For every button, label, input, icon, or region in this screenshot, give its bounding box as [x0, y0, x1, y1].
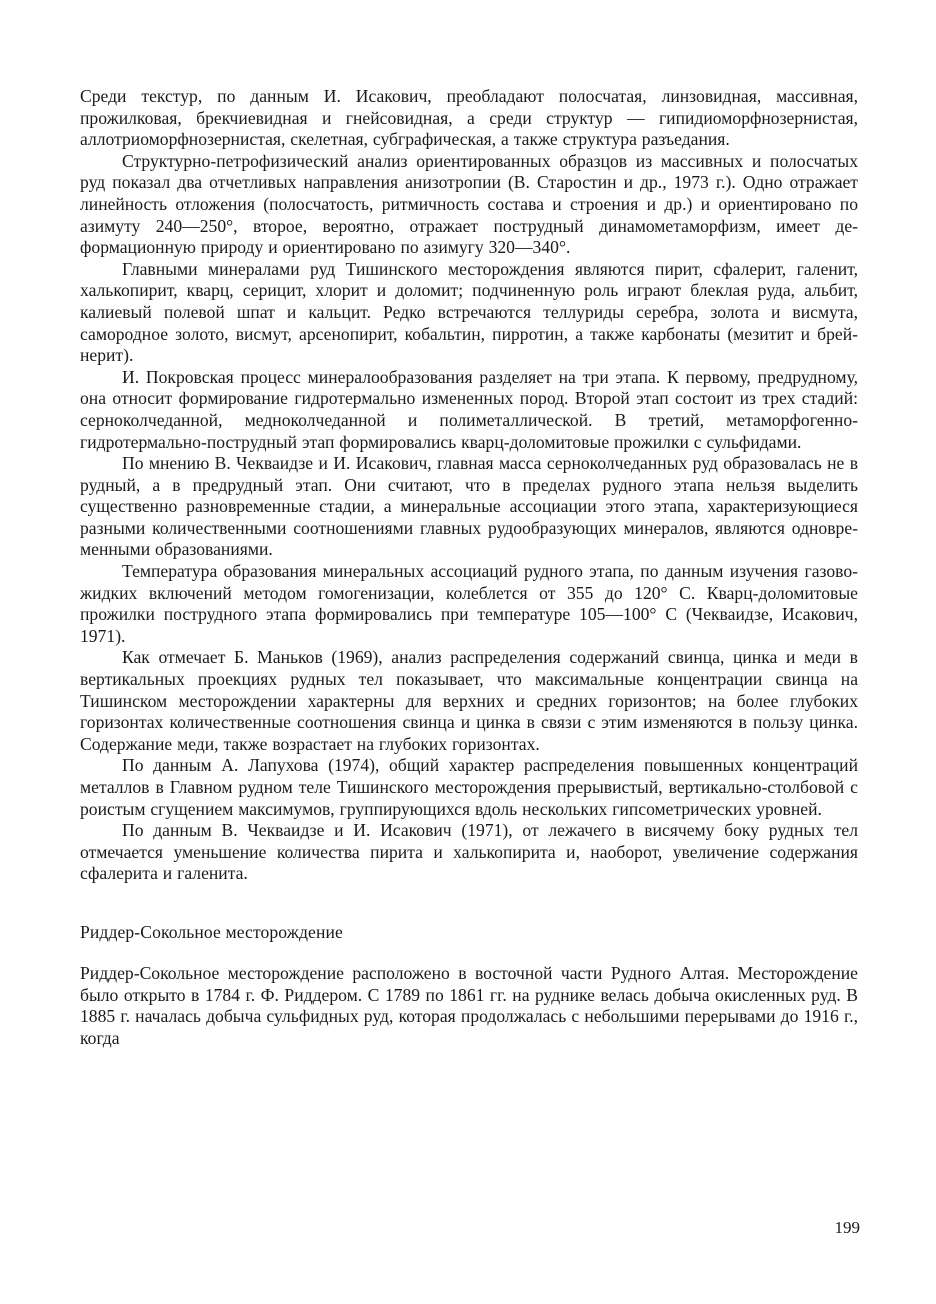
paragraph-metal-distribution: Как отмечает Б. Маньков (1969), анализ распределения содержаний свинца, цинка и меди в вертикальных проекциях рудных тел показывает, что максимальные концентрации свинца на Тишинском месторождении характерны для верхних и средних горизонтов; на более глубоких горизонтах количественные соотношения свинца и цинка в связи с этим изменяются в пользу цинка. Содержание меди, также возрастает на глубоких горизонтах.: [80, 647, 858, 754]
paragraph-ore-stage-opinion: По мнению В. Чекваидзе и И. Исакович, главная масса серноколчеданных руд образовалась не в рудный, а в предрудный этап. Они считают, что в пределах рудного этапа нельзя выделить существенно разновременные стадии, а минеральные ассоциации этого этапа, характеризующиеся разными количественными соотношениями главных рудообразующих минералов, являются одновременными образованиями.: [80, 453, 858, 560]
section-body-paragraph: Риддер-Сокольное месторождение расположено в восточной части Рудного Алтая. Месторождение было открыто в 1784 г. Ф. Риддером. С 1789 по 1861 гг. на руднике велась добыча окисленных руд. В 1885 г. началась добыча сульфидных руд, которая продолжалась с небольшими перерывами до 1916 г., когда: [80, 962, 858, 1048]
paragraph-formation-temperature: Температура образования минеральных ассоциаций рудного этапа, по данным изучения газово-жидких включений методом гомогенизации, колеблется от 355 до 120° С. Кварц-доломитовые прожилки пострудного этапа формировались при температуре 105—100° С (Чекваидзе, Исакович, 1971).: [80, 561, 858, 646]
paragraph-main-minerals: Главными минералами руд Тишинского месторождения являются пирит, сфалерит, галенит, халькопирит, кварц, серицит, хлорит и доломит; подчиненную роль играют блеклая руда, альбит, калиевый полевой шпат и кальцит. Редко встречаются теллуриды серебра, золота и висмута, самородное золото, висмут, арсенопирит, кобальтин, пирротин, а также карбонаты (мезитит и брейнерит).: [80, 258, 858, 366]
section-heading: Риддер-Сокольное месторождение: [80, 921, 343, 942]
paragraph-textures: Среди текстур, по данным И. Исакович, преобладают полосчатая, линзовидная, массивная, прожилковая, брекчиевидная и гнейсовидная, а среди структур — гипидиоморфнозернистая, аллотриоморфнозернистая, скелетная, субграфическая, а также структура разъедания.: [80, 86, 858, 150]
page-number: 199: [834, 1218, 860, 1237]
paragraph-mineral-zoning: По данным В. Чекваидзе и И. Исакович (1971), от лежачего в висячему боку рудных тел отмечается уменьшение количества пирита и халькопирита и, наоборот, увеличение содержания сфалерита и галенита.: [80, 820, 858, 884]
paragraph-mineral-formation-stages: И. Покровская процесс минералообразования разделяет на три этапа. К первому, предрудному, она относит формирование гидротермально измененных пород. Второй этап состоит из трех стадий: серноколчеданной, медноколчеданной и полиметаллической. В третий, метаморфогенно-гидротермально-пострудный этап формировались кварц-доломитовые прожилки с сульфидами.: [80, 366, 858, 452]
paragraph-petrophysical-analysis: Структурно-петрофизический анализ ориентированных образцов из массивных и полосчатых руд показал два отчетливых направления анизотропии (В. Старостин и др., 1973 г.). Одно отражает линейность отложения (полосчатость, ритмичность состава и строения и др.) и ориентировано по азимуту 240—250°, второе, вероятно, отражает пострудный динамометаморфизм, имеет деформационную природу и ориентировано по азимугу 320—340°.: [80, 150, 858, 258]
page-content: [80, 86, 858, 1049]
paragraph-metal-concentrations: По данным А. Лапухова (1974), общий характер распределения повышенных концентраций металлов в Главном рудном теле Тишинского месторождения прерывистый, вертикально-столбовой с роистым сгущением максимумов, группирующихся вдоль нескольких гипсометрических уровней.: [80, 755, 858, 819]
